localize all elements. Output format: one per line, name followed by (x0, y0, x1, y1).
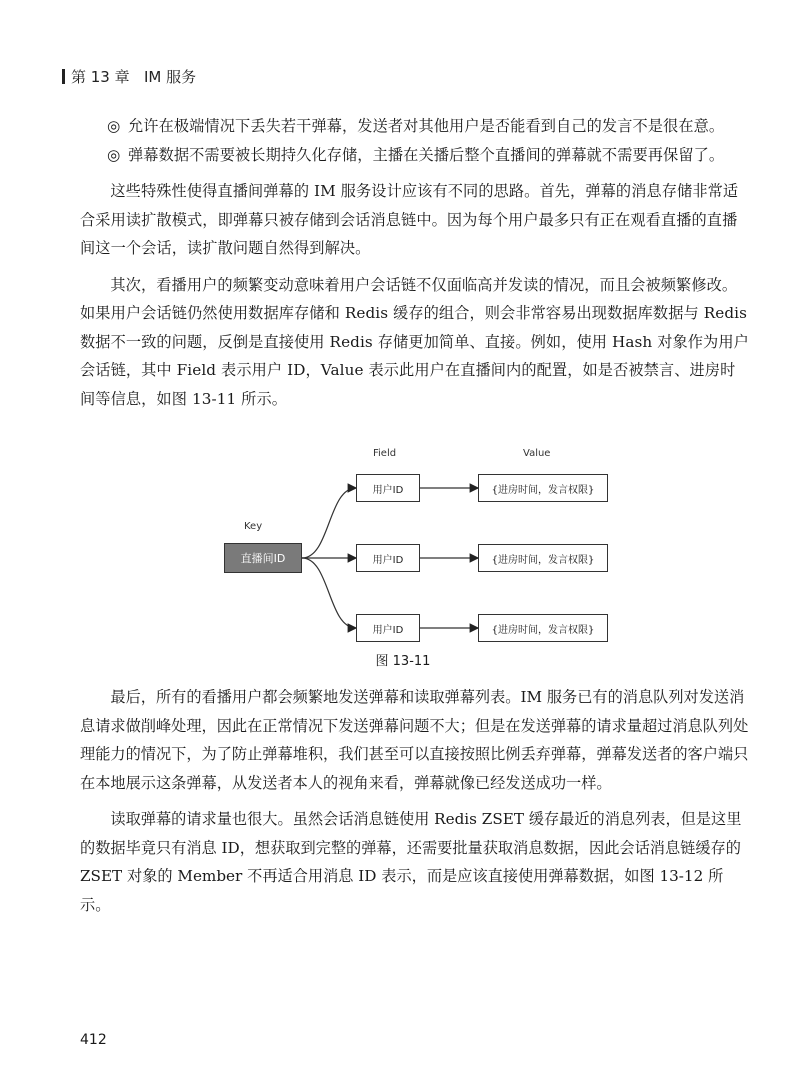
bullet-mark: ◎ (107, 117, 121, 135)
field-label: Field (373, 448, 397, 459)
body-text-top (80, 112, 750, 413)
key-label: Key (244, 521, 263, 532)
chapter-number: 第 13 章 (71, 68, 130, 86)
chapter-title: IM 服务 (143, 68, 197, 86)
hash-diagram (210, 438, 630, 678)
value-label: Value (523, 448, 551, 459)
field-box: 用户ID (356, 474, 420, 502)
paragraph: 读取弹幕的请求量也很大。虽然会话消息链使用 Redis ZSET 缓存最近的消息列表，但是这里的数据毕竟只有消息 ID，想获取到完整的弹幕，还需要批量获取消息数据，因此会话消息链缓存的 ZSET 对象的 Member 不再适合用消息 ID 表示，而是应该直接使用弹幕数据，如图 13-12 所示。 (80, 810, 742, 914)
paragraph: 这些特殊性使得直播间弹幕的 IM 服务设计应该有不同的思路。首先，弹幕的消息存储非常适合采用读扩散模式，即弹幕只被存储到会话消息链中。因为每个用户最多只有正在观看直播的直播间这一个会话，读扩散问题自然得到解决。 (80, 182, 739, 257)
paragraph: 最后，所有的看播用户都会频繁地发送弹幕和读取弹幕列表。IM 服务已有的消息队列对发送消息请求做削峰处理，因此在正常情况下发送弹幕问题不大；但是在发送弹幕的请求量超过消息队列处理能力的情况下，为了防止弹幕堆积，我们甚至可以直接按照比例丢弃弹幕，弹幕发送者的客户端只在本地展示这条弹幕，从发送者本人的视角来看，弹幕就像已经发送成功一样。 (80, 688, 749, 792)
page-number: 412 (80, 1032, 107, 1048)
figure-caption: 图 13-11 (375, 654, 431, 669)
field-box: 用户ID (356, 614, 420, 642)
bullet-text: 弹幕数据不需要被长期持久化存储，主播在关播后整个直播间的弹幕就不需要再保留了。 (128, 145, 725, 164)
paragraph: 其次，看播用户的频繁变动意味着用户会话链不仅面临高并发读的情况，而且会被频繁修改。如果用户会话链仍然使用数据库存储和 Redis 缓存的组合，则会非常容易出现数据库数据与 Redis 数据不一致的问题，反倒是直接使用 Redis 存储更加简单、直接。例如，使用 Hash 对象作为用户会话链，其中 Field 表示用户 ID，Value 表示此用户在直播间内的配置，如是否被禁言、进房时间等信息，如图 13-11 所示。 (80, 275, 749, 408)
connector-to-field-3 (302, 558, 356, 628)
bullet-mark: ◎ (107, 145, 121, 164)
value-box: {进房时间，发言权限} (478, 614, 608, 642)
key-box: 直播间ID (224, 543, 302, 573)
body-text-bottom (80, 683, 750, 919)
bullet-item (80, 141, 750, 170)
bullet-item (80, 112, 750, 141)
field-box: 用户ID (356, 544, 420, 572)
connector-to-field-1 (302, 488, 356, 558)
value-box: {进房时间，发言权限} (478, 544, 608, 572)
running-header (62, 66, 196, 87)
header-bar (62, 69, 65, 84)
bullet-text: 允许在极端情况下丢失若干弹幕，发送者对其他用户是否能看到自己的发言不是很在意。 (128, 117, 725, 135)
value-box: {进房时间，发言权限} (478, 474, 608, 502)
